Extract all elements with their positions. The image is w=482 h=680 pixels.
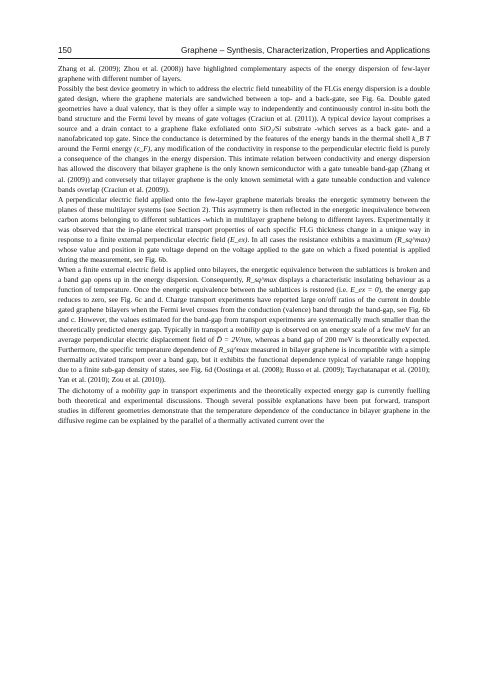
- inline-math: (E_ex): [227, 234, 248, 244]
- inline-math: D̄ = 2V/nm: [216, 335, 251, 345]
- header-rule: [58, 58, 430, 59]
- paragraph-4: When a finite external electric field is applied onto bilayers, the energetic equivalence between the sublattices is broken and a band gap opens up in the energy dispersion. Consequently, R_sq^max displays a characteristic insulating behaviour as a function of temperature. Once the energetic equivalence between the sublattices is restored (i.e. E_ex = 0), the energy gap reduces to zero, see Fig. 6c and d. Charge transport experiments have reported large on/off ratios of the current in double gated graphene bilayers when the Fermi level crosses from the conduction (valence) band through the band-gap, see Fig. 6b and c. However, the values estimated for the band-gap from transport experiments are systematically much smaller than the theoretically predicted energy gap. Typically in transport a mobility gap is observed on an energy scale of a few meV for an average perpendicular electric displacement field of D̄ = 2V/nm, whereas a band gap of 200 meV is theoretically expected. Furthermore, the specific temperature dependence of R_sq^max measured in bilayer graphene is incompatible with a simple thermally activated transport over a band gap, but it exhibits the functional dependence typical of variable range hopping due to a finite sub-gap density of states, see Fig. 6d (Oostinga et al. (2008); Russo et al. (2009); Taychatanapat et al. (2010); Yan et al. (2010); Zou et al. (2010)).: [58, 264, 431, 385]
- paragraph-2: Possibly the best device geometry in which to address the electric field tuneability of the FLGs energy dispersion is a double gated design, where the graphene materials are sandwiched between a top- and a back-gate, see Fig. 6a. Double gated geometries have a dual valency, that is they offer a simple way to independently and continuously control in-situ both the band structure and the Fermi level by means of gate voltages (Craciun et al. (2011)). A typical device layout comprises a source and a drain contact to a graphene flake exfoliated onto SiO₂/Si substrate -which serves as a back gate- and a nanofabricated top gate. Since the conductance is determined by the features of the energy bands in the thermal shell k_B T around the Fermi energy (ε_F), any modification of the conductivity in response to the perpendicular electric field is purely a consequence of the changes in the energy dispersion. This intimate relation between conductivity and energy dispersion has allowed the discovery that bilayer graphene is the only known semiconductor with a gate tuneable band-gap (Zhang et al. (2009)) and conversely that trilayer graphene is the only known semimetal with a gate tuneable conduction and valence bands overlap (Craciun et al. (2009)).: [58, 84, 431, 194]
- emphasis: mobility gap: [235, 325, 274, 335]
- inline-math: SiO₂/Si: [259, 124, 282, 134]
- emphasis: mobility gap: [121, 385, 160, 395]
- inline-math: R_sq^max: [218, 345, 249, 355]
- running-title: Graphene – Synthesis, Characterization, Properties and Applications: [181, 46, 430, 55]
- paragraph-5: The dichotomy of a mobility gap in transport experiments and the theoretically expected energy gap is currently fuelling both theoretical and experimental discussions. Though several possible explanations have been put forward, transport studies in different geometries demonstrate that the temperature dependence of the conductance in bilayer graphene in the diffusive regime can be explained by the parallel of a thermally activated current over the: [58, 385, 431, 425]
- body-text: [58, 64, 430, 426]
- inline-math: (ε_F): [134, 144, 151, 154]
- page-number: 150: [58, 46, 72, 55]
- paragraph-1: Zhang et al. (2009); Zhou et al. (2008)) have highlighted complementary aspects of the energy dispersion of few-layer graphene with different number of layers.: [58, 64, 430, 84]
- inline-math: (R_sq^max): [394, 234, 430, 244]
- inline-math: E_ex = 0: [350, 285, 379, 295]
- inline-math: k_B T: [412, 134, 431, 144]
- paragraph-3: A perpendicular electric field applied onto the few-layer graphene materials breaks the energetic symmetry between the planes of these multilayer systems (see Section 2). This asymmetry is then reflected in the energetic inequivalence between carbon atoms belonging to different sublattices -which in multilayer graphene belong to different layers. Experimentally it was observed that the in-plane electrical transport properties of each specific FLG thickness change in a unique way in response to a finite external perpendicular electric field (E_ex). In all cases the resistance exhibits a maximum (R_sq^max) whose value and position in gate voltage depend on the voltage applied to the gate on which a fixed potential is applied during the measurement, see Fig. 6b.: [58, 194, 430, 264]
- inline-math: R_sq^max: [246, 274, 277, 284]
